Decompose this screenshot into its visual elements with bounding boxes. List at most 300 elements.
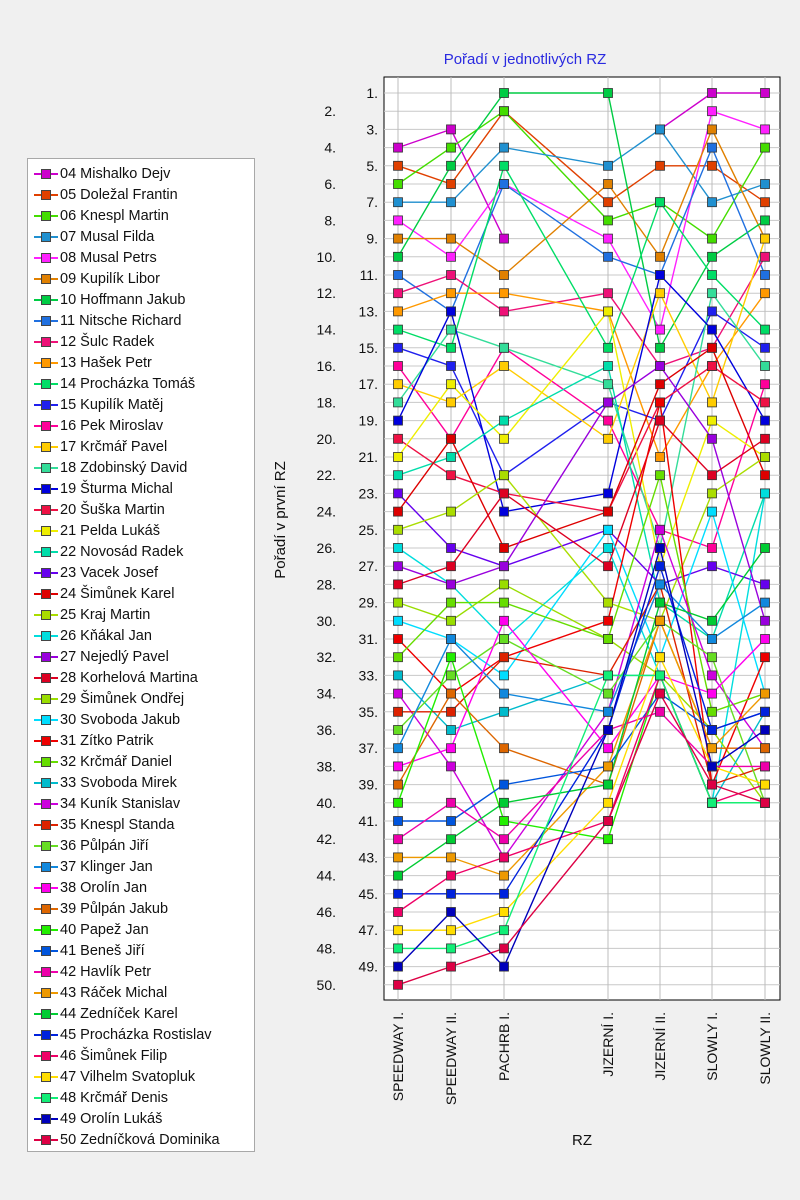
series-point (604, 161, 613, 170)
series-point (394, 671, 403, 680)
y-tick-label: 9. (366, 230, 378, 247)
series-point (394, 271, 403, 280)
y-tick-label: 22. (316, 467, 336, 484)
series-point (761, 744, 770, 753)
legend-label: 26 Kňákal Jan (60, 627, 152, 644)
series-point (500, 798, 509, 807)
series-point (761, 616, 770, 625)
legend-label: 38 Orolín Jan (60, 879, 148, 896)
legend-item (34, 961, 151, 982)
series-point (604, 707, 613, 716)
series-point (761, 252, 770, 261)
series-point (394, 962, 403, 971)
series-point (447, 944, 456, 953)
series-point (656, 343, 665, 352)
series-point (447, 889, 456, 898)
series-point (656, 562, 665, 571)
series-point (708, 798, 717, 807)
legend-label: 09 Kupilík Libor (60, 270, 160, 287)
series-point (708, 307, 717, 316)
series-point (761, 653, 770, 662)
legend-label: 19 Šturma Michal (60, 480, 173, 497)
legend-marker (34, 819, 58, 831)
series-point (394, 980, 403, 989)
series-point (656, 398, 665, 407)
series-point (500, 544, 509, 553)
series-point (761, 762, 770, 771)
series-point (394, 234, 403, 243)
legend-marker (34, 756, 58, 768)
series-point (394, 198, 403, 207)
y-tick-label: 3. (366, 121, 378, 138)
series-point (604, 544, 613, 553)
legend-label: 36 Půlpán Jiří (60, 837, 149, 854)
legend-item (34, 541, 183, 562)
legend-label: 16 Pek Miroslav (60, 417, 164, 434)
legend-item (34, 940, 145, 961)
series-point (394, 434, 403, 443)
legend-label: 37 Klinger Jan (60, 858, 153, 875)
legend-item (34, 1045, 167, 1066)
series-point (394, 252, 403, 261)
y-tick-label: 48. (316, 940, 336, 957)
series-point (447, 453, 456, 462)
legend-label: 15 Kupilík Matěj (60, 396, 164, 413)
series-point (708, 562, 717, 571)
series-point (708, 744, 717, 753)
series-point (394, 471, 403, 480)
series-point (447, 635, 456, 644)
series-point (394, 616, 403, 625)
legend-item (34, 898, 168, 919)
series-point (708, 726, 717, 735)
legend-label: 30 Svoboda Jakub (60, 711, 181, 728)
legend-marker (34, 609, 58, 621)
series-point (500, 180, 509, 189)
legend-label: 13 Hašek Petr (60, 354, 152, 371)
y-tick-label: 34. (316, 685, 336, 702)
legend-item (34, 919, 149, 940)
legend-label: 44 Zedníček Karel (60, 1005, 178, 1022)
legend-marker (34, 567, 58, 579)
series-point (500, 689, 509, 698)
series-point (394, 635, 403, 644)
series-point (761, 271, 770, 280)
series-point (604, 180, 613, 189)
series-point (604, 562, 613, 571)
series-point (447, 398, 456, 407)
series-point (604, 635, 613, 644)
legend-label: 49 Orolín Lukáš (60, 1110, 163, 1127)
series-point (500, 944, 509, 953)
legend-marker (34, 987, 58, 999)
y-tick-label: 23. (358, 485, 378, 502)
series-point (500, 434, 509, 443)
series-point (394, 908, 403, 917)
chart-title: Pořadí v jednotlivých RZ (443, 51, 607, 68)
series-point (394, 780, 403, 789)
series-point (604, 252, 613, 261)
series-point (708, 89, 717, 98)
legend-label: 48 Krčmář Denis (60, 1089, 168, 1106)
legend-label: 05 Doležal Frantin (60, 186, 178, 203)
y-tick-label: 13. (358, 303, 378, 320)
y-tick-label: 37. (358, 740, 378, 757)
series-point (394, 380, 403, 389)
legend-label: 29 Šimůnek Ondřej (60, 690, 185, 707)
legend-marker (34, 420, 58, 432)
series-point (447, 362, 456, 371)
series-point (394, 598, 403, 607)
series-point (761, 544, 770, 553)
series-point (656, 580, 665, 589)
legend-label: 07 Musal Filda (60, 228, 155, 245)
series-point (500, 271, 509, 280)
legend-marker (34, 357, 58, 369)
series-point (708, 125, 717, 134)
x-tick-label: SLOWLY I. (704, 1012, 720, 1081)
series-point (500, 871, 509, 880)
series-point (604, 744, 613, 753)
y-tick-label: 6. (324, 176, 336, 192)
series-point (761, 216, 770, 225)
series-point (447, 817, 456, 826)
y-tick-label: 18. (316, 394, 336, 411)
legend-item (34, 226, 154, 247)
legend-marker (34, 672, 58, 684)
y-tick-label: 50. (316, 976, 336, 993)
legend-marker (34, 924, 58, 936)
series-point (447, 744, 456, 753)
series-point (604, 434, 613, 443)
series-point (761, 180, 770, 189)
series-point (447, 798, 456, 807)
legend-item (34, 520, 160, 541)
series-point (604, 780, 613, 789)
series-point (447, 926, 456, 935)
legend-item (34, 1087, 168, 1108)
legend-item (34, 646, 169, 667)
series-point (500, 307, 509, 316)
series-point (708, 544, 717, 553)
series-point (447, 544, 456, 553)
series-point (708, 161, 717, 170)
series-point (708, 325, 717, 334)
series-point (604, 689, 613, 698)
series-point (604, 671, 613, 680)
series-point (656, 252, 665, 261)
y-tick-label: 2. (324, 103, 336, 120)
series-point (708, 507, 717, 516)
series-point (500, 107, 509, 116)
series-point (656, 525, 665, 534)
series-point (394, 689, 403, 698)
series-point (656, 362, 665, 371)
y-tick-label: 47. (358, 922, 378, 939)
y-tick-label: 8. (324, 212, 336, 229)
series-point (656, 161, 665, 170)
series-point (500, 671, 509, 680)
series-point (761, 689, 770, 698)
series-point (447, 161, 456, 170)
series-point (447, 835, 456, 844)
y-tick-label: 29. (358, 594, 378, 611)
legend-item (34, 583, 174, 604)
legend-item (34, 835, 149, 856)
legend-item (34, 478, 173, 499)
series-point (447, 289, 456, 298)
legend-marker (34, 252, 58, 264)
legend-marker (34, 588, 58, 600)
legend-marker (34, 294, 58, 306)
series-point (447, 689, 456, 698)
series-point (394, 180, 403, 189)
legend-label: 34 Kuník Stanislav (60, 795, 181, 812)
series-point (500, 962, 509, 971)
series-point (394, 307, 403, 316)
series-point (447, 380, 456, 389)
y-tick-label: 42. (316, 831, 336, 848)
y-tick-label: 41. (358, 813, 378, 829)
series-point (500, 908, 509, 917)
series-point (656, 471, 665, 480)
y-tick-label: 20. (316, 430, 336, 447)
series-point (761, 398, 770, 407)
y-tick-label: 24. (316, 503, 336, 520)
y-tick-label: 26. (316, 540, 336, 556)
y-tick-label: 35. (358, 703, 378, 720)
series-point (500, 598, 509, 607)
x-tick-label: PACHRB I. (496, 1012, 512, 1081)
legend-marker (34, 462, 58, 474)
legend-label: 47 Vilhelm Svatopluk (60, 1068, 196, 1085)
legend-item (34, 667, 198, 688)
series-point (604, 726, 613, 735)
series-point (604, 598, 613, 607)
legend-label: 08 Musal Petrs (60, 249, 157, 266)
series-point (394, 362, 403, 371)
legend-item (34, 331, 154, 352)
y-tick-label: 10. (316, 248, 336, 265)
series-point (447, 853, 456, 862)
series-point (761, 343, 770, 352)
legend-item (34, 751, 172, 772)
series-point (500, 744, 509, 753)
series-point (656, 271, 665, 280)
series-point (604, 616, 613, 625)
series-point (447, 762, 456, 771)
series-point (656, 380, 665, 389)
series-point (394, 143, 403, 152)
series-point (394, 798, 403, 807)
series-point (761, 798, 770, 807)
series-point (708, 416, 717, 425)
series-point (447, 871, 456, 880)
legend-item (34, 1024, 212, 1045)
series-point (604, 216, 613, 225)
series-point (394, 216, 403, 225)
legend-item (34, 1108, 162, 1129)
series-point (761, 434, 770, 443)
series-point (447, 653, 456, 662)
series-point (708, 489, 717, 498)
y-tick-label: 16. (316, 358, 336, 374)
legend-label: 20 Šuška Martin (60, 501, 165, 518)
legend-item (34, 415, 163, 436)
x-tick-label: SLOWLY II. (757, 1012, 773, 1085)
series-point (656, 125, 665, 134)
y-tick-label: 36. (316, 722, 336, 738)
legend-item (34, 982, 167, 1003)
series-point (708, 689, 717, 698)
legend-item (34, 457, 187, 478)
series-point (394, 398, 403, 407)
series-point (447, 307, 456, 316)
series-point (394, 762, 403, 771)
legend-marker (34, 651, 58, 663)
legend-label: 45 Procházka Rostislav (60, 1026, 212, 1043)
y-axis-label: Pořadí v první RZ (272, 461, 289, 579)
legend-item (34, 247, 157, 268)
legend-marker (34, 1092, 58, 1104)
series-point (708, 635, 717, 644)
legend-marker (34, 315, 58, 327)
legend-item (34, 562, 158, 583)
series-point (708, 434, 717, 443)
legend-label: 23 Vacek Josef (60, 564, 159, 581)
y-tick-label: 1. (366, 85, 378, 101)
legend-item (34, 205, 169, 226)
series-point (447, 325, 456, 334)
y-tick-label: 49. (358, 958, 378, 975)
legend-marker (34, 210, 58, 222)
series-point (708, 234, 717, 243)
series-point (394, 653, 403, 662)
series-point (447, 252, 456, 261)
series-point (447, 434, 456, 443)
series-point (394, 707, 403, 716)
series-point (394, 562, 403, 571)
legend-marker (34, 399, 58, 411)
series-point (394, 489, 403, 498)
y-tick-label: 43. (358, 849, 378, 866)
series-point (604, 817, 613, 826)
series-point (761, 289, 770, 298)
legend-label: 33 Svoboda Mirek (60, 774, 177, 791)
series-point (394, 744, 403, 753)
series-point (761, 635, 770, 644)
series-point (761, 416, 770, 425)
legend (27, 158, 255, 1152)
legend-item (34, 793, 180, 814)
series-point (394, 343, 403, 352)
legend-label: 27 Nejedlý Pavel (60, 648, 169, 665)
legend-item (34, 310, 181, 331)
series-point (500, 416, 509, 425)
series-point (761, 726, 770, 735)
y-tick-label: 45. (358, 885, 378, 902)
y-tick-labels (317, 85, 378, 993)
legend-marker (34, 945, 58, 957)
series-point (656, 653, 665, 662)
series-point (447, 343, 456, 352)
series-point (500, 89, 509, 98)
y-tick-label: 12. (316, 285, 336, 302)
legend-label: 14 Procházka Tomáš (60, 375, 196, 392)
series-point (394, 416, 403, 425)
series-point (656, 325, 665, 334)
series-point (656, 289, 665, 298)
y-tick-label: 15. (358, 339, 378, 356)
legend-label: 04 Mishalko Dejv (60, 165, 171, 182)
legend-marker (34, 231, 58, 243)
series-point (708, 362, 717, 371)
legend-marker (34, 1113, 58, 1125)
series-point (447, 271, 456, 280)
y-tick-label: 17. (358, 376, 378, 393)
series-point (604, 835, 613, 844)
legend-item (34, 772, 177, 793)
series-point (500, 507, 509, 516)
y-tick-label: 21. (358, 449, 378, 465)
legend-marker (34, 504, 58, 516)
legend-marker (34, 714, 58, 726)
series-point (708, 198, 717, 207)
legend-marker (34, 882, 58, 894)
series-point (761, 125, 770, 134)
legend-item (34, 877, 147, 898)
legend-label: 06 Knespl Martin (60, 207, 169, 224)
legend-label: 41 Beneš Jiří (60, 942, 145, 959)
series-point (500, 234, 509, 243)
legend-item (34, 730, 153, 751)
series-point (394, 289, 403, 298)
series-point (500, 707, 509, 716)
legend-label: 39 Půlpán Jakub (60, 900, 169, 917)
series-point (394, 871, 403, 880)
y-tick-label: 11. (359, 267, 378, 283)
y-tick-label: 28. (316, 576, 336, 593)
series-point (761, 89, 770, 98)
legend-marker (34, 1029, 58, 1041)
series-point (447, 598, 456, 607)
series-point (761, 453, 770, 462)
series-point (656, 689, 665, 698)
series-point (761, 489, 770, 498)
series-point (761, 580, 770, 589)
legend-item (34, 856, 153, 877)
y-tick-label: 31. (358, 631, 378, 647)
series-point (500, 616, 509, 625)
series-point (500, 289, 509, 298)
series-point (656, 598, 665, 607)
series-point (708, 653, 717, 662)
legend-item (34, 604, 150, 625)
legend-marker (34, 378, 58, 390)
series-point (500, 780, 509, 789)
series-point (447, 143, 456, 152)
series-point (604, 798, 613, 807)
series-point (447, 562, 456, 571)
series-point (500, 653, 509, 662)
legend-label: 25 Kraj Martin (60, 606, 151, 623)
legend-marker (34, 693, 58, 705)
series-point (500, 835, 509, 844)
legend-item (34, 499, 165, 520)
legend-item (34, 289, 185, 310)
legend-label: 18 Zdobinský David (60, 459, 188, 476)
legend-label: 35 Knespl Standa (60, 816, 175, 833)
